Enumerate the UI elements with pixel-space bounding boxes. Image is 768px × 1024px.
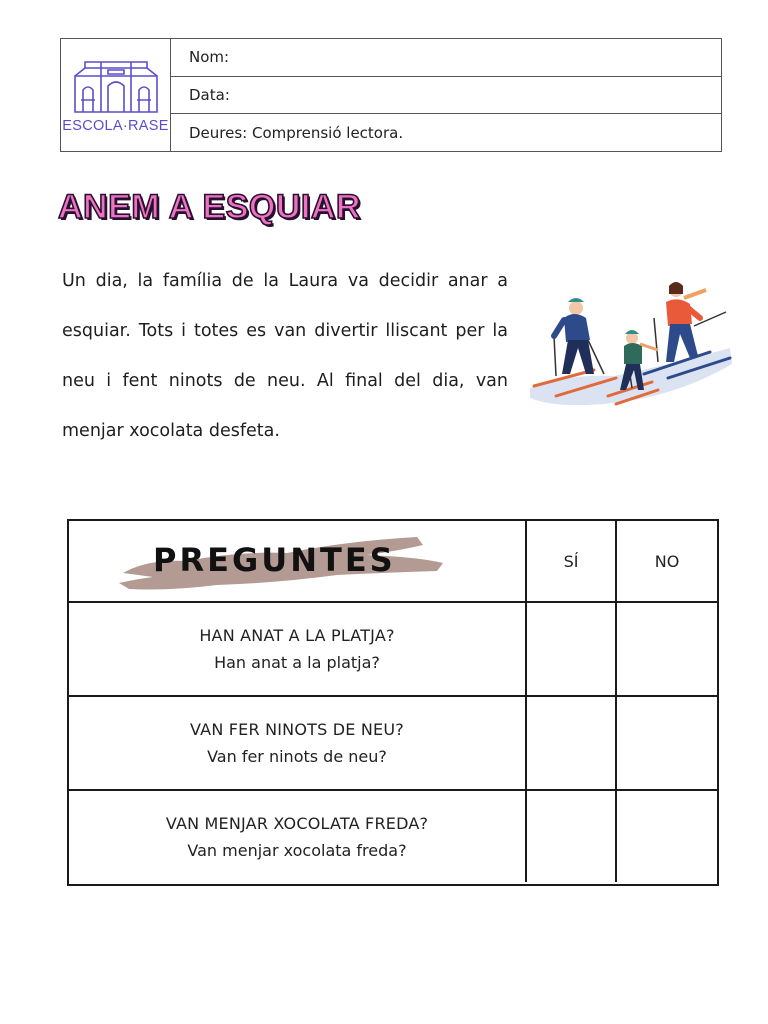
no-answer-cell[interactable] bbox=[617, 603, 717, 695]
school-logo bbox=[61, 39, 171, 151]
name-field[interactable]: Nom: bbox=[171, 39, 721, 77]
header-box bbox=[60, 38, 722, 152]
no-answer-cell[interactable] bbox=[617, 697, 717, 789]
question-row bbox=[69, 697, 717, 791]
family-skiing-illustration bbox=[524, 278, 736, 414]
skier-adult-left bbox=[554, 298, 594, 374]
question-uppercase: HAN ANAT A LA PLATJA? bbox=[199, 626, 395, 645]
question-uppercase: VAN MENJAR XOCOLATA FREDA? bbox=[165, 813, 429, 833]
question-uppercase: VAN FER NINOTS DE NEU? bbox=[190, 720, 404, 739]
yes-answer-cell[interactable] bbox=[527, 697, 617, 789]
yes-answer-cell[interactable] bbox=[527, 791, 617, 882]
question-cell bbox=[69, 697, 527, 789]
page-title: ANEM A ESQUIAR bbox=[58, 188, 361, 226]
table-header-row bbox=[69, 521, 717, 603]
question-lowercase: Van menjar xocolata freda? bbox=[187, 840, 407, 860]
question-lowercase: Van fer ninots de neu? bbox=[207, 747, 387, 766]
no-answer-cell[interactable] bbox=[617, 791, 717, 882]
student-fields bbox=[171, 39, 721, 151]
yes-column-header: SÍ bbox=[527, 521, 617, 601]
logo-text: ESCOLA·RASE bbox=[62, 118, 169, 134]
question-row bbox=[69, 603, 717, 697]
question-lowercase: Han anat a la platja? bbox=[214, 653, 380, 672]
yes-answer-cell[interactable] bbox=[527, 603, 617, 695]
question-cell bbox=[69, 603, 527, 695]
questions-table bbox=[67, 519, 719, 886]
question-cell bbox=[69, 791, 527, 882]
questions-heading: PREGUNTES bbox=[153, 541, 396, 579]
questions-heading-cell bbox=[69, 521, 527, 601]
no-column-header: NO bbox=[654, 551, 680, 571]
date-field[interactable]: Data: bbox=[171, 77, 721, 115]
skier-adult-right bbox=[666, 282, 706, 362]
homework-label: Deures: Comprensió lectora. bbox=[189, 123, 404, 142]
question-row bbox=[69, 791, 717, 882]
school-building-icon bbox=[71, 56, 161, 116]
story-paragraph: Un dia, la família de la Laura va decidir anar a esquiar. Tots i totes es van divertir lliscant per la neu i fent ninots de neu. Al final del dia, van menjar xocolata desfeta. bbox=[62, 271, 508, 441]
